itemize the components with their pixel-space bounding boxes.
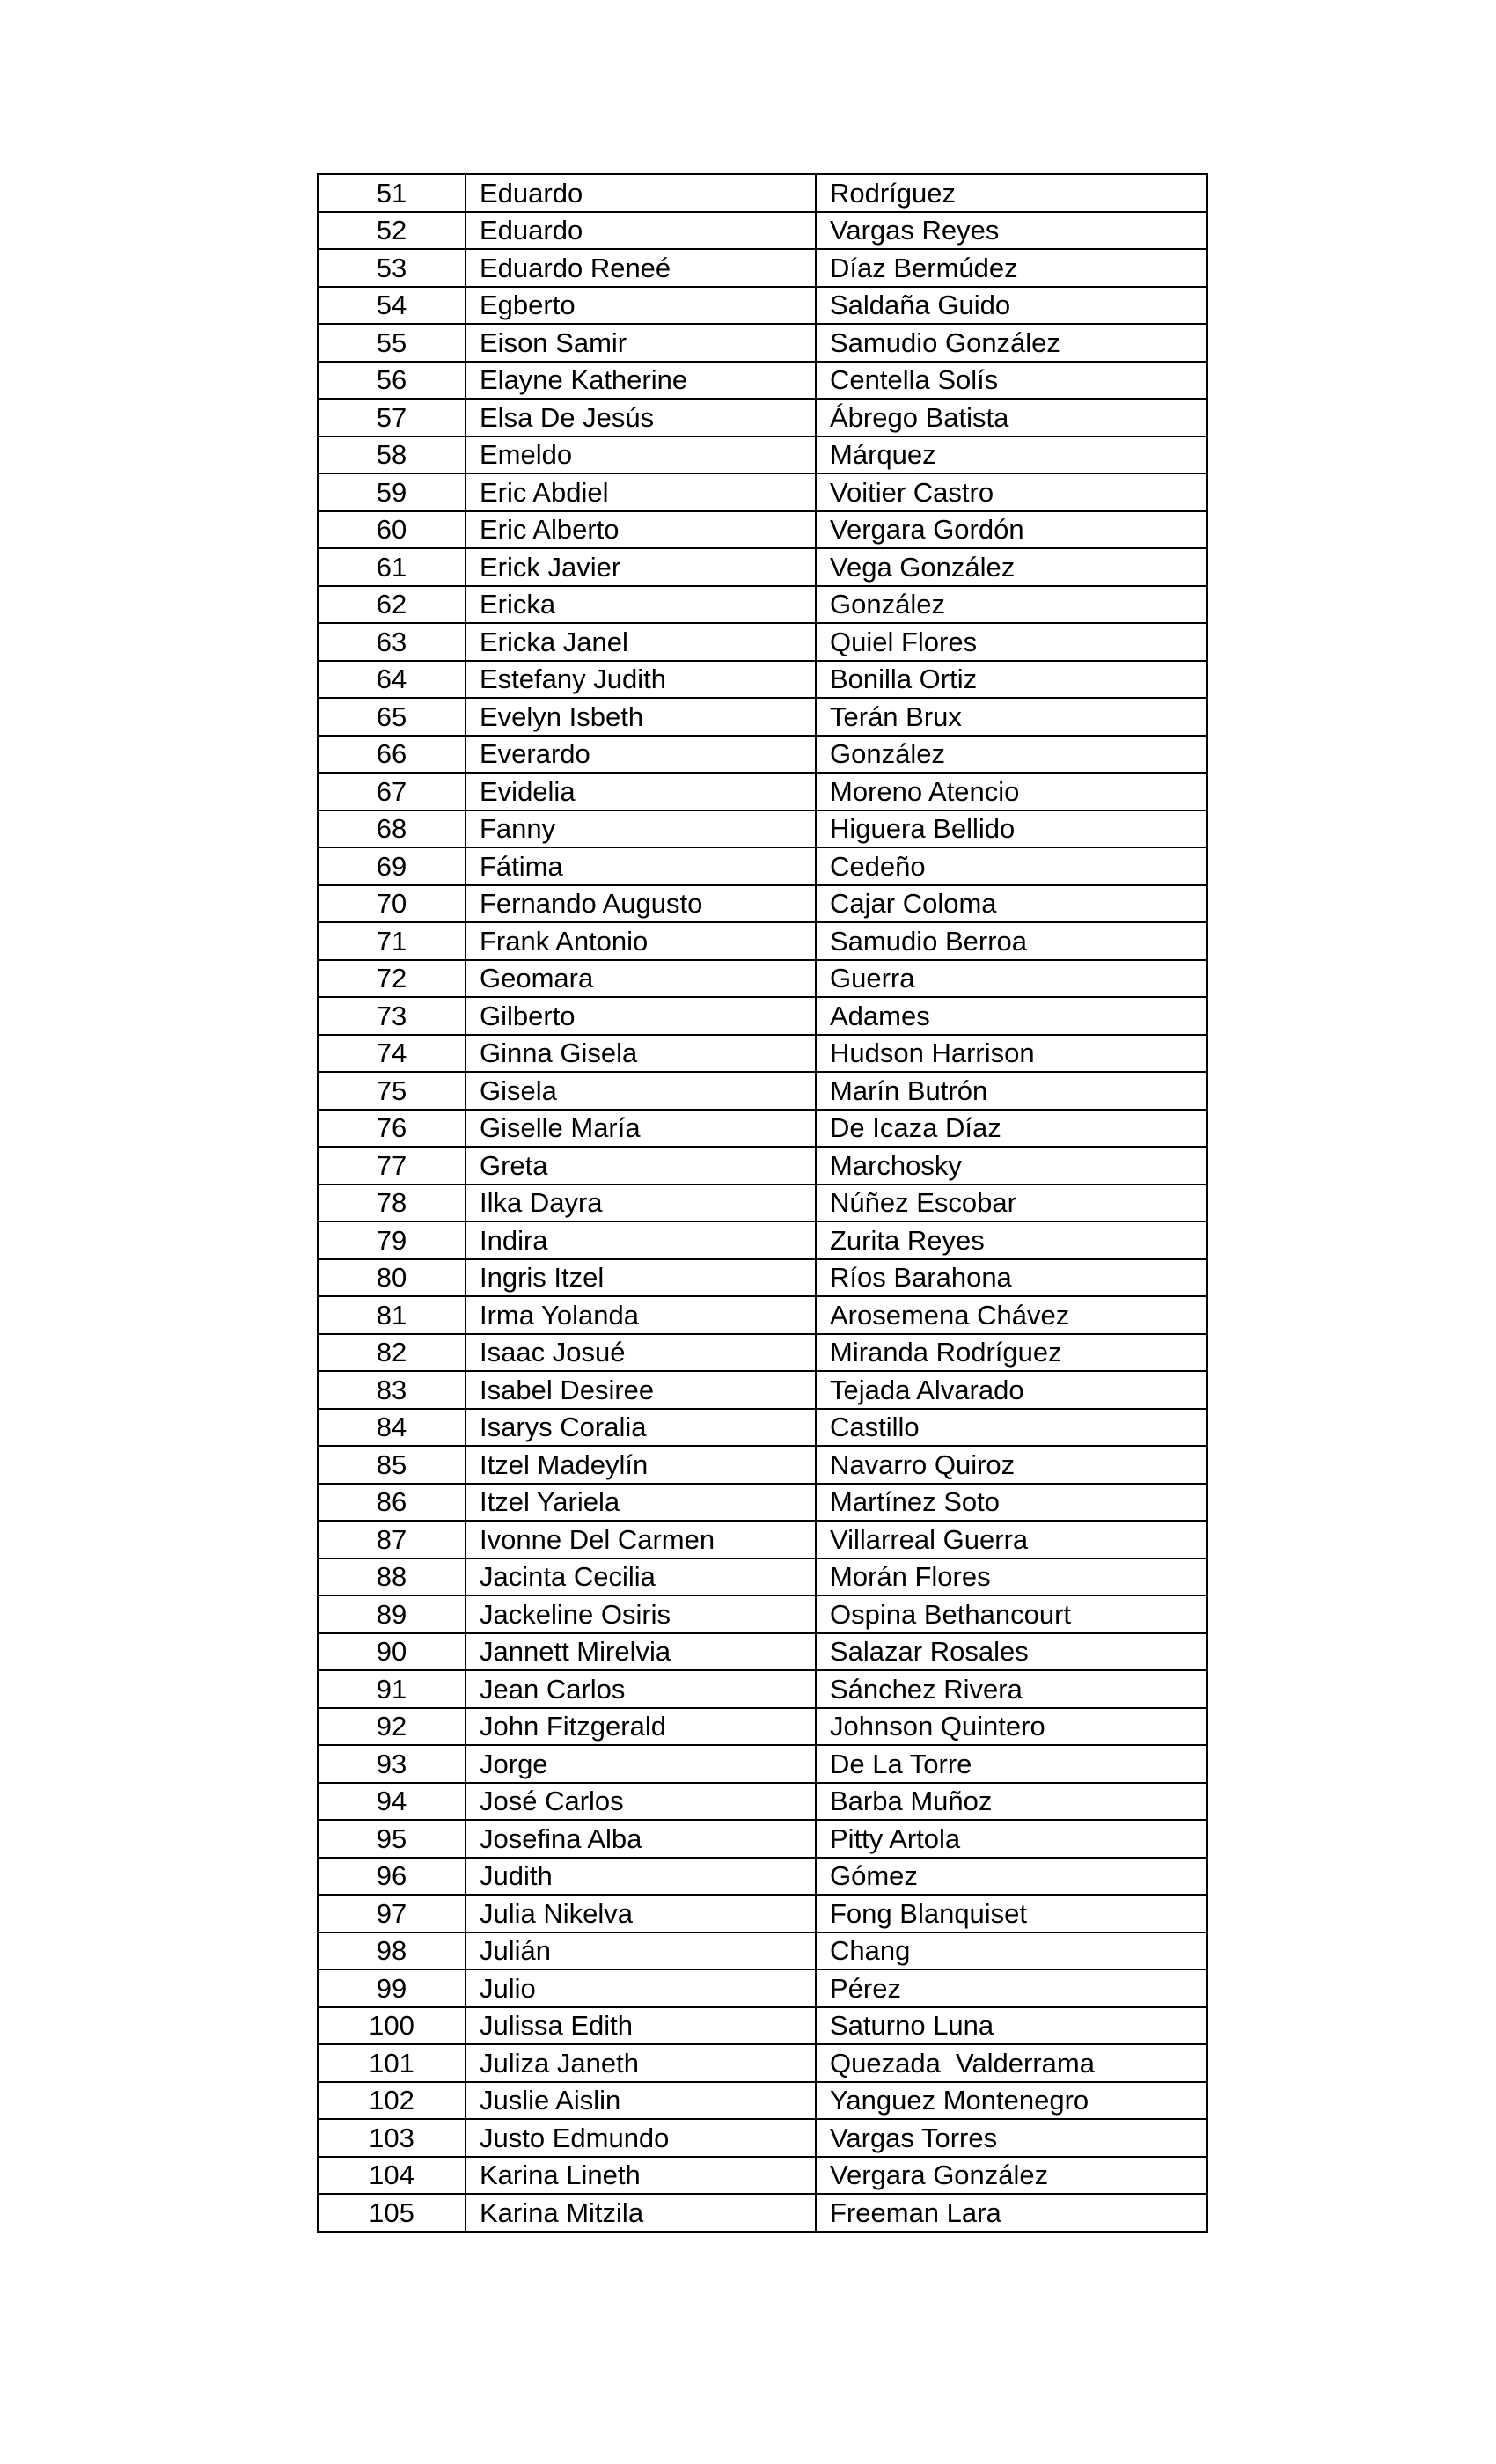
first-name-cell: Juliza Janeth xyxy=(466,2044,816,2082)
first-name-cell: Estefany Judith xyxy=(466,661,816,699)
table-row xyxy=(318,922,1207,960)
table-row xyxy=(318,960,1207,998)
row-number-cell: 86 xyxy=(318,1484,466,1522)
table-row xyxy=(318,399,1207,436)
table-row xyxy=(318,623,1207,661)
last-name-cell: Marín Butrón xyxy=(816,1072,1207,1110)
last-name-cell: González xyxy=(816,586,1207,624)
table-row xyxy=(318,1932,1207,1970)
row-number-cell: 52 xyxy=(318,212,466,250)
row-number-cell: 78 xyxy=(318,1184,466,1222)
first-name-cell: Eduardo xyxy=(466,174,816,212)
first-name-cell: Eric Alberto xyxy=(466,511,816,549)
last-name-cell: Miranda Rodríguez xyxy=(816,1334,1207,1372)
first-name-cell: Jacinta Cecilia xyxy=(466,1558,816,1596)
last-name-cell: Ábrego Batista xyxy=(816,399,1207,436)
last-name-cell: Vargas Reyes xyxy=(816,212,1207,250)
table-row xyxy=(318,174,1207,212)
first-name-cell: Itzel Yariela xyxy=(466,1484,816,1522)
row-number-cell: 72 xyxy=(318,960,466,998)
last-name-cell: Díaz Bermúdez xyxy=(816,249,1207,287)
last-name-cell: Navarro Quiroz xyxy=(816,1446,1207,1484)
table-row xyxy=(318,847,1207,885)
table-row xyxy=(318,1670,1207,1708)
row-number-cell: 66 xyxy=(318,736,466,774)
first-name-cell: Evidelia xyxy=(466,773,816,810)
first-name-cell: Karina Lineth xyxy=(466,2157,816,2195)
table-row xyxy=(318,2194,1207,2232)
last-name-cell: Saturno Luna xyxy=(816,2007,1207,2045)
last-name-cell: Cajar Coloma xyxy=(816,885,1207,923)
row-number-cell: 75 xyxy=(318,1072,466,1110)
first-name-cell: Jean Carlos xyxy=(466,1670,816,1708)
table-row xyxy=(318,810,1207,848)
first-name-cell: Eric Abdiel xyxy=(466,473,816,511)
table-row xyxy=(318,2044,1207,2082)
last-name-cell: Yanguez Montenegro xyxy=(816,2082,1207,2120)
table-row xyxy=(318,1296,1207,1334)
row-number-cell: 76 xyxy=(318,1110,466,1148)
first-name-cell: Frank Antonio xyxy=(466,922,816,960)
table-row xyxy=(318,885,1207,923)
table-row xyxy=(318,287,1207,325)
row-number-cell: 100 xyxy=(318,2007,466,2045)
table-row xyxy=(318,1371,1207,1409)
last-name-cell: Higuera Bellido xyxy=(816,810,1207,848)
table-row xyxy=(318,1558,1207,1596)
row-number-cell: 73 xyxy=(318,997,466,1035)
row-number-cell: 56 xyxy=(318,362,466,400)
first-name-cell: Ivonne Del Carmen xyxy=(466,1521,816,1558)
first-name-cell: Ilka Dayra xyxy=(466,1184,816,1222)
table-row xyxy=(318,997,1207,1035)
first-name-cell: Julio xyxy=(466,1969,816,2007)
last-name-cell: Arosemena Chávez xyxy=(816,1296,1207,1334)
last-name-cell: Castillo xyxy=(816,1409,1207,1447)
row-number-cell: 65 xyxy=(318,698,466,736)
last-name-cell: Márquez xyxy=(816,436,1207,474)
first-name-cell: Gilberto xyxy=(466,997,816,1035)
table-row xyxy=(318,661,1207,699)
row-number-cell: 58 xyxy=(318,436,466,474)
row-number-cell: 51 xyxy=(318,174,466,212)
last-name-cell: Saldaña Guido xyxy=(816,287,1207,325)
last-name-cell: Johnson Quintero xyxy=(816,1708,1207,1746)
first-name-cell: Fanny xyxy=(466,810,816,848)
table-row xyxy=(318,1035,1207,1073)
row-number-cell: 92 xyxy=(318,1708,466,1746)
table-row xyxy=(318,1820,1207,1858)
first-name-cell: Greta xyxy=(466,1147,816,1184)
row-number-cell: 54 xyxy=(318,287,466,325)
table-row xyxy=(318,1969,1207,2007)
row-number-cell: 53 xyxy=(318,249,466,287)
last-name-cell: Samudio González xyxy=(816,324,1207,362)
first-name-cell: Egberto xyxy=(466,287,816,325)
last-name-cell: Vergara González xyxy=(816,2157,1207,2195)
first-name-cell: Fátima xyxy=(466,847,816,885)
row-number-cell: 77 xyxy=(318,1147,466,1184)
first-name-cell: Julia Nikelva xyxy=(466,1895,816,1932)
last-name-cell: Sánchez Rivera xyxy=(816,1670,1207,1708)
row-number-cell: 103 xyxy=(318,2119,466,2157)
first-name-cell: John Fitzgerald xyxy=(466,1708,816,1746)
last-name-cell: Marchosky xyxy=(816,1147,1207,1184)
last-name-cell: Ríos Barahona xyxy=(816,1259,1207,1297)
table-row xyxy=(318,1783,1207,1821)
row-number-cell: 85 xyxy=(318,1446,466,1484)
row-number-cell: 87 xyxy=(318,1521,466,1558)
first-name-cell: Geomara xyxy=(466,960,816,998)
row-number-cell: 88 xyxy=(318,1558,466,1596)
table-row xyxy=(318,1184,1207,1222)
row-number-cell: 99 xyxy=(318,1969,466,2007)
first-name-cell: Jannett Mirelvia xyxy=(466,1633,816,1671)
last-name-cell: Adames xyxy=(816,997,1207,1035)
row-number-cell: 63 xyxy=(318,623,466,661)
table-row xyxy=(318,249,1207,287)
last-name-cell: Quezada Valderrama xyxy=(816,2044,1207,2082)
row-number-cell: 67 xyxy=(318,773,466,810)
first-name-cell: Ericka xyxy=(466,586,816,624)
last-name-cell: Morán Flores xyxy=(816,1558,1207,1596)
last-name-cell: Vega González xyxy=(816,548,1207,586)
table-row xyxy=(318,773,1207,810)
table-row xyxy=(318,511,1207,549)
row-number-cell: 105 xyxy=(318,2194,466,2232)
first-name-cell: Isabel Desiree xyxy=(466,1371,816,1409)
last-name-cell: Zurita Reyes xyxy=(816,1221,1207,1259)
last-name-cell: Pérez xyxy=(816,1969,1207,2007)
table-row xyxy=(318,2082,1207,2120)
last-name-cell: Chang xyxy=(816,1932,1207,1970)
first-name-cell: Elayne Katherine xyxy=(466,362,816,400)
first-name-cell: Evelyn Isbeth xyxy=(466,698,816,736)
row-number-cell: 57 xyxy=(318,399,466,436)
first-name-cell: Gisela xyxy=(466,1072,816,1110)
table-row xyxy=(318,1446,1207,1484)
first-name-cell: Isaac Josué xyxy=(466,1334,816,1372)
first-name-cell: Judith xyxy=(466,1858,816,1896)
first-name-cell: Julissa Edith xyxy=(466,2007,816,2045)
first-name-cell: Karina Mitzila xyxy=(466,2194,816,2232)
table-row xyxy=(318,1895,1207,1932)
last-name-cell: Vergara Gordón xyxy=(816,511,1207,549)
row-number-cell: 96 xyxy=(318,1858,466,1896)
row-number-cell: 89 xyxy=(318,1595,466,1633)
row-number-cell: 79 xyxy=(318,1221,466,1259)
row-number-cell: 91 xyxy=(318,1670,466,1708)
table-row xyxy=(318,362,1207,400)
last-name-cell: Pitty Artola xyxy=(816,1820,1207,1858)
row-number-cell: 84 xyxy=(318,1409,466,1447)
row-number-cell: 70 xyxy=(318,885,466,923)
row-number-cell: 74 xyxy=(318,1035,466,1073)
first-name-cell: Everardo xyxy=(466,736,816,774)
row-number-cell: 80 xyxy=(318,1259,466,1297)
table-row xyxy=(318,698,1207,736)
last-name-cell: González xyxy=(816,736,1207,774)
row-number-cell: 98 xyxy=(318,1932,466,1970)
table-row xyxy=(318,1072,1207,1110)
table-row xyxy=(318,324,1207,362)
last-name-cell: Bonilla Ortiz xyxy=(816,661,1207,699)
first-name-cell: Giselle María xyxy=(466,1110,816,1148)
last-name-cell: Freeman Lara xyxy=(816,2194,1207,2232)
last-name-cell: Ospina Bethancourt xyxy=(816,1595,1207,1633)
first-name-cell: Ingris Itzel xyxy=(466,1259,816,1297)
last-name-cell: Samudio Berroa xyxy=(816,922,1207,960)
first-name-cell: Indira xyxy=(466,1221,816,1259)
first-name-cell: Julián xyxy=(466,1932,816,1970)
row-number-cell: 69 xyxy=(318,847,466,885)
table-row xyxy=(318,473,1207,511)
row-number-cell: 94 xyxy=(318,1783,466,1821)
table-row xyxy=(318,1521,1207,1558)
row-number-cell: 64 xyxy=(318,661,466,699)
first-name-cell: Jorge xyxy=(466,1745,816,1783)
table-row xyxy=(318,1595,1207,1633)
first-name-cell: Erick Javier xyxy=(466,548,816,586)
last-name-cell: Fong Blanquiset xyxy=(816,1895,1207,1932)
table-row xyxy=(318,2007,1207,2045)
table-row xyxy=(318,1633,1207,1671)
first-name-cell: Eison Samir xyxy=(466,324,816,362)
last-name-cell: Voitier Castro xyxy=(816,473,1207,511)
first-name-cell: Josefina Alba xyxy=(466,1820,816,1858)
first-name-cell: Emeldo xyxy=(466,436,816,474)
table-row xyxy=(318,1110,1207,1148)
last-name-cell: De Icaza Díaz xyxy=(816,1110,1207,1148)
table-row xyxy=(318,436,1207,474)
table-row xyxy=(318,1708,1207,1746)
first-name-cell: Ginna Gisela xyxy=(466,1035,816,1073)
first-name-cell: Jackeline Osiris xyxy=(466,1595,816,1633)
table-row xyxy=(318,1409,1207,1447)
first-name-cell: Irma Yolanda xyxy=(466,1296,816,1334)
row-number-cell: 59 xyxy=(318,473,466,511)
last-name-cell: Vargas Torres xyxy=(816,2119,1207,2157)
row-number-cell: 68 xyxy=(318,810,466,848)
row-number-cell: 61 xyxy=(318,548,466,586)
row-number-cell: 93 xyxy=(318,1745,466,1783)
last-name-cell: Cedeño xyxy=(816,847,1207,885)
first-name-cell: Ericka Janel xyxy=(466,623,816,661)
table-row xyxy=(318,1745,1207,1783)
first-name-cell: Elsa De Jesús xyxy=(466,399,816,436)
last-name-cell: Moreno Atencio xyxy=(816,773,1207,810)
first-name-cell: Eduardo xyxy=(466,212,816,250)
table-row xyxy=(318,1259,1207,1297)
last-name-cell: Salazar Rosales xyxy=(816,1633,1207,1671)
last-name-cell: Rodríguez xyxy=(816,174,1207,212)
table-row xyxy=(318,1484,1207,1522)
row-number-cell: 101 xyxy=(318,2044,466,2082)
table-row xyxy=(318,1858,1207,1896)
row-number-cell: 62 xyxy=(318,586,466,624)
first-name-cell: Fernando Augusto xyxy=(466,885,816,923)
first-name-cell: Itzel Madeylín xyxy=(466,1446,816,1484)
table-row xyxy=(318,212,1207,250)
last-name-cell: Terán Brux xyxy=(816,698,1207,736)
row-number-cell: 102 xyxy=(318,2082,466,2120)
table-row xyxy=(318,1334,1207,1372)
last-name-cell: Hudson Harrison xyxy=(816,1035,1207,1073)
table-row xyxy=(318,1147,1207,1184)
row-number-cell: 55 xyxy=(318,324,466,362)
last-name-cell: Núñez Escobar xyxy=(816,1184,1207,1222)
first-name-cell: Isarys Coralia xyxy=(466,1409,816,1447)
row-number-cell: 83 xyxy=(318,1371,466,1409)
last-name-cell: Quiel Flores xyxy=(816,623,1207,661)
table-row xyxy=(318,586,1207,624)
last-name-cell: Villarreal Guerra xyxy=(816,1521,1207,1558)
first-name-cell: Juslie Aislin xyxy=(466,2082,816,2120)
last-name-cell: Martínez Soto xyxy=(816,1484,1207,1522)
row-number-cell: 104 xyxy=(318,2157,466,2195)
row-number-cell: 90 xyxy=(318,1633,466,1671)
names-table-body xyxy=(318,174,1207,2232)
last-name-cell: Gómez xyxy=(816,1858,1207,1896)
table-row xyxy=(318,2119,1207,2157)
table-row xyxy=(318,2157,1207,2195)
table-row xyxy=(318,736,1207,774)
names-table xyxy=(317,173,1208,2233)
last-name-cell: Guerra xyxy=(816,960,1207,998)
first-name-cell: Eduardo Reneé xyxy=(466,249,816,287)
table-row xyxy=(318,1221,1207,1259)
last-name-cell: Tejada Alvarado xyxy=(816,1371,1207,1409)
row-number-cell: 81 xyxy=(318,1296,466,1334)
row-number-cell: 97 xyxy=(318,1895,466,1932)
row-number-cell: 82 xyxy=(318,1334,466,1372)
row-number-cell: 95 xyxy=(318,1820,466,1858)
last-name-cell: De La Torre xyxy=(816,1745,1207,1783)
last-name-cell: Barba Muñoz xyxy=(816,1783,1207,1821)
first-name-cell: Justo Edmundo xyxy=(466,2119,816,2157)
row-number-cell: 71 xyxy=(318,922,466,960)
table-row xyxy=(318,548,1207,586)
first-name-cell: José Carlos xyxy=(466,1783,816,1821)
row-number-cell: 60 xyxy=(318,511,466,549)
last-name-cell: Centella Solís xyxy=(816,362,1207,400)
